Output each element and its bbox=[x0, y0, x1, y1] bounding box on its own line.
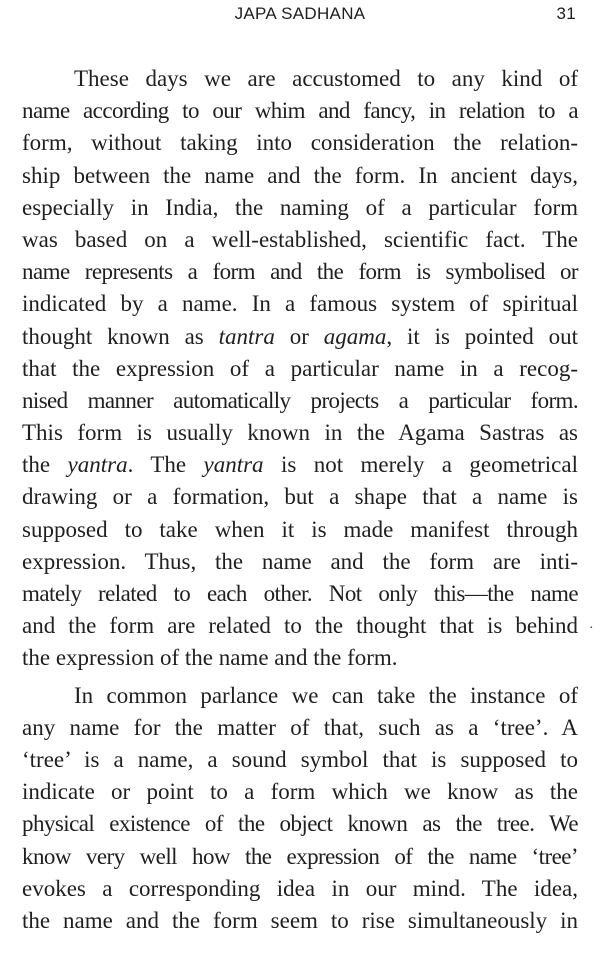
margin-dot: · bbox=[589, 621, 594, 636]
text-line: the yantra. The yantra is not merely a geometrical bbox=[22, 452, 578, 478]
text-line: expression. Thus, the name and the form are inti- bbox=[22, 548, 578, 574]
text-line: was based on a well-established, scientific fact. The bbox=[22, 226, 578, 252]
italic-term: yantra bbox=[67, 452, 128, 478]
text-line: physical existence of the object known as the tree. We bbox=[22, 811, 578, 837]
text-line: mately related to each other. Not only this—the name bbox=[22, 581, 578, 606]
text-line: supposed to take when it is made manifest through bbox=[22, 516, 578, 542]
text-line: know very well how the expression of the name ‘tree’ bbox=[22, 843, 578, 869]
running-title: JAPA SADHANA bbox=[234, 4, 366, 23]
body-text bbox=[22, 63, 578, 937]
text-line: the expression of the name and the form. bbox=[22, 645, 398, 671]
text-line: ‘tree’ is a name, a sound symbol that is supposed to bbox=[22, 746, 578, 772]
text-line: In common parlance we can take the instance of bbox=[74, 682, 578, 708]
text-line: thought known as tantra or agama, it is pointed out bbox=[22, 323, 578, 349]
text-line: that the expression of a particular name in a recog- bbox=[22, 355, 578, 381]
paragraph-1 bbox=[22, 63, 578, 675]
italic-term: agama bbox=[323, 323, 387, 349]
italic-term: tantra bbox=[218, 323, 275, 349]
text-line: name represents a form and the form is symbolised or bbox=[22, 259, 578, 285]
text-line: This form is usually known in the Agama Sastras as bbox=[22, 420, 578, 446]
text-line: name according to our whim and fancy, in relation to a bbox=[22, 98, 578, 124]
text-line: ship between the name and the form. In ancient days, bbox=[22, 162, 578, 188]
page-number: 31 bbox=[556, 4, 576, 23]
text-line: indicate or point to a form which we know as the bbox=[22, 779, 578, 805]
text-line: the name and the form seem to rise simultaneously in bbox=[22, 907, 578, 933]
paragraph-2 bbox=[22, 680, 578, 938]
text-line: especially in India, the naming of a particular form bbox=[22, 194, 578, 220]
text-line: drawing or a formation, but a shape that a name is bbox=[22, 484, 578, 510]
text-line: These days we are accustomed to any kind of bbox=[74, 66, 578, 91]
text-line: indicated by a name. In a famous system of spiritual bbox=[22, 291, 578, 317]
running-head bbox=[22, 4, 578, 30]
text-line: nised manner automatically projects a particular form. bbox=[22, 387, 578, 413]
text-line: and the form are related to the thought that is behind bbox=[22, 613, 578, 639]
text-line: evokes a corresponding idea in our mind. The idea, bbox=[22, 875, 578, 901]
text-line: any name for the matter of that, such as a ‘tree’. A bbox=[22, 714, 578, 740]
italic-term: yantra bbox=[203, 452, 264, 478]
text-line: form, without taking into consideration the relation- bbox=[22, 130, 578, 156]
